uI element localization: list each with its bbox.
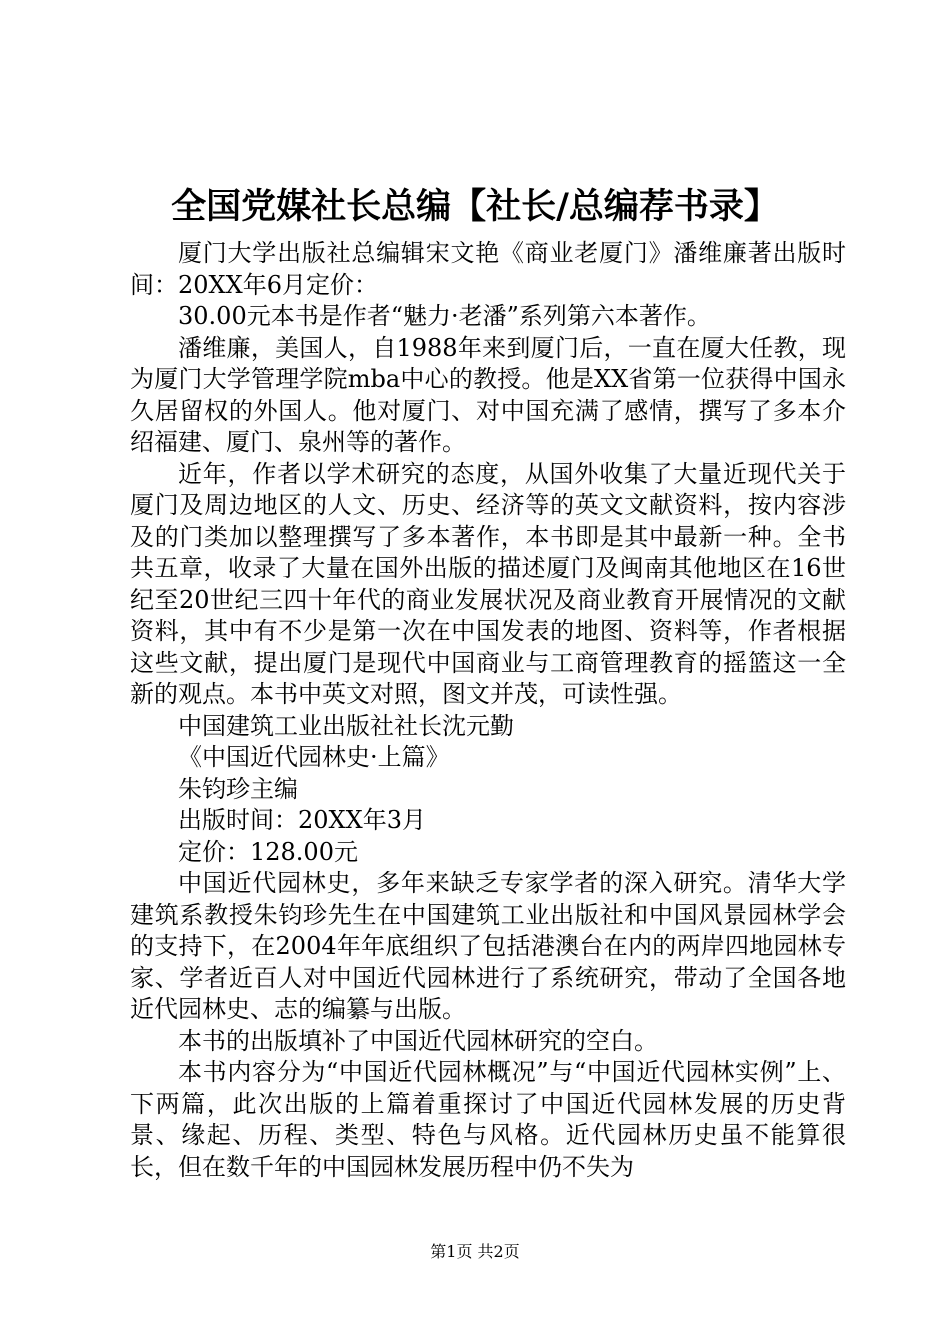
document-body (130, 238, 846, 1183)
paragraph: 本书内容分为“中国近代园林概况”与“中国近代园林实例”上、下两篇，此次出版的上篇着重探讨了中国近代园林发展的历史背景、缘起、历程、类型、特色与风格。近代园林历史虽不能算很长，但在数千年的中国园林发展历程中仍不失为 (130, 1058, 846, 1181)
paragraph: 朱钧珍主编 (178, 774, 298, 803)
paragraph: 30.00元本书是作者“魅力·老潘”系列第六本著作。 (178, 302, 711, 330)
document-title: 全国党媒社长总编【社长/总编荐书录】 (171, 186, 779, 227)
paragraph: 中国建筑工业出版社社长沈元勤 (178, 711, 514, 740)
paragraph: 厦门大学出版社总编辑宋文艳《商业老厦门》潘维廉著出版时间：20XX年6月定价： (130, 239, 846, 299)
paragraph: 中国近代园林史，多年来缺乏专家学者的深入研究。清华大学建筑系教授朱钧珍先生在中国建筑工业出版社和中国风景园林学会的支持下，在2004年年底组织了包括港澳台在内的两岸四地园林专家、学者近百人对中国近代园林进行了系统研究，带动了全国各地近代园林史、志的编纂与出版。 (130, 869, 846, 1023)
paragraph: 本书的出版填补了中国近代园林研究的空白。 (178, 1026, 658, 1055)
paragraph: 近年，作者以学术研究的态度，从国外收集了大量近现代关于厦门及周边地区的人文、历史、经济等的英文文献资料，按内容涉及的门类加以整理撰写了多本著作，本书即是其中最新一种。全书共五章，收录了大量在国外出版的描述厦门及闽南其他地区在16世纪至20世纪三四十年代的商业发展状况及商业教育开展情况的文献资料，其中有不少是第一次在中国发表的地图、资料等，作者根据这些文献，提出厦门是现代中国商业与工商管理教育的摇篮这一全新的观点。本书中英文对照，图文并茂，可读性强。 (130, 459, 846, 708)
paragraph: 定价：128.00元 (178, 837, 358, 866)
paragraph: 《中国近代园林史·上篇》 (178, 743, 450, 771)
paragraph: 出版时间：20XX年3月 (178, 806, 426, 834)
page-footer: 第1页 共2页 (430, 1242, 520, 1261)
paragraph: 潘维廉，美国人，自1988年来到厦门后，一直在厦大任教，现为厦门大学管理学院mba中心的教授。他是XX省第一位获得中国永久居留权的外国人。他对厦门、对中国充满了感情，撰写了多本介绍福建、厦门、泉州等的著作。 (130, 333, 846, 456)
